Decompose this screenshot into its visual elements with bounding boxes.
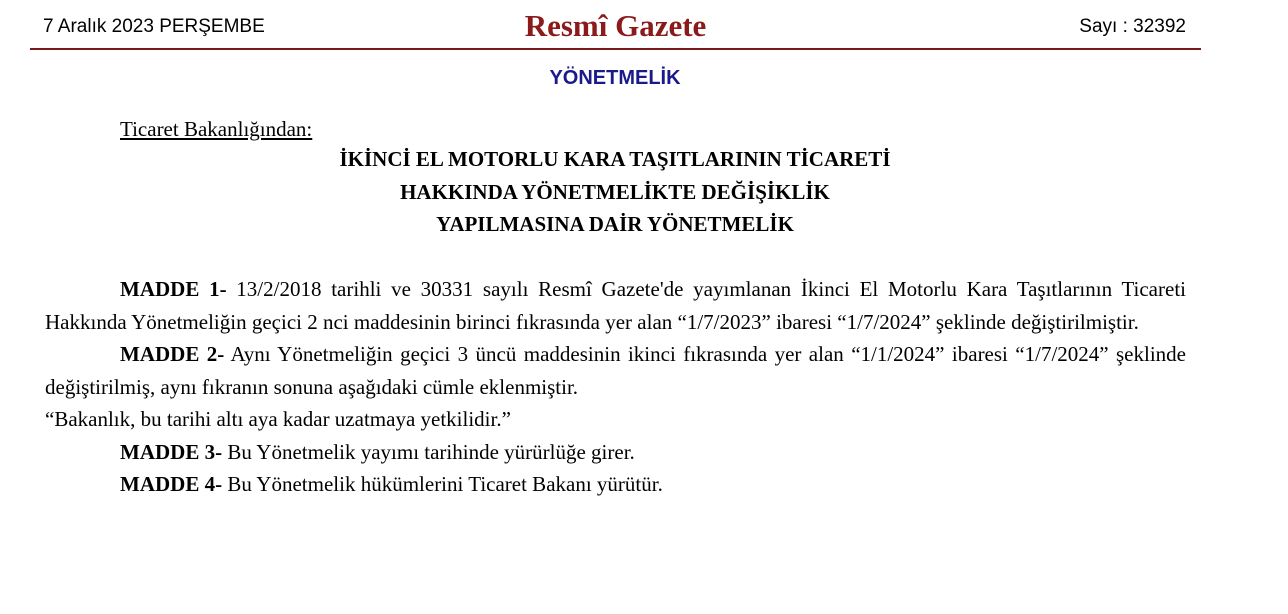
section-heading: YÖNETMELİK — [549, 67, 681, 89]
article-2-text: Aynı Yönetmeliğin geçici 3 üncü maddesinin ikinci fıkrasında yer alan “1/1/2024” ibaresi “1/7/2024” şeklinde değiştirilmiş, aynı fıkranın sonuna aşağıdaki cümle eklenmiştir. — [45, 342, 1186, 399]
article-4 — [45, 468, 1186, 501]
issuing-ministry: Ticaret Bakanlığından: — [120, 117, 313, 141]
article-1-label: MADDE 1- — [120, 277, 227, 301]
article-1 — [45, 273, 1186, 338]
added-sentence: “Bakanlık, bu tarihi altı aya kadar uzatmaya yetkilidir.” — [45, 407, 511, 431]
article-1-text: 13/2/2018 tarihli ve 30331 sayılı Resmî Gazete'de yayımlanan İkinci El Motorlu Kara Taşıtlarının Ticareti Hakkında Yönetmeliğin geçici 2 nci maddesinin birinci fıkrasında yer alan “1/7/2023” ibaresi “1/7/2024” şeklinde değiştirilmiştir. — [45, 277, 1186, 334]
regulation-title-line-2: HAKKINDA YÖNETMELİKTE DEĞİŞİKLİK — [400, 180, 830, 204]
article-3 — [45, 436, 1186, 469]
gazette-header — [30, 0, 1201, 50]
publication-date: 7 Aralık 2023 PERŞEMBE — [43, 16, 265, 37]
regulation-title-line-3: YAPILMASINA DAİR YÖNETMELİK — [436, 212, 794, 236]
gazette-title: Resmî Gazete — [524, 8, 707, 43]
regulation-body — [45, 273, 1186, 501]
article-4-text: Bu Yönetmelik hükümlerini Ticaret Bakanı yürütür. — [222, 472, 663, 496]
regulation-title-line-1: İKİNCİ EL MOTORLU KARA TAŞITLARININ TİCARETİ — [339, 147, 891, 171]
article-3-label: MADDE 3- — [120, 439, 223, 464]
issue-number: Sayı : 32392 — [1079, 16, 1186, 37]
article-4-label: MADDE 4- — [120, 472, 223, 496]
article-2-label: MADDE 2- — [120, 342, 225, 366]
article-2 — [45, 338, 1186, 403]
article-3-text: Bu Yönetmelik yayımı tarihinde yürürlüğe girer. — [222, 439, 635, 464]
